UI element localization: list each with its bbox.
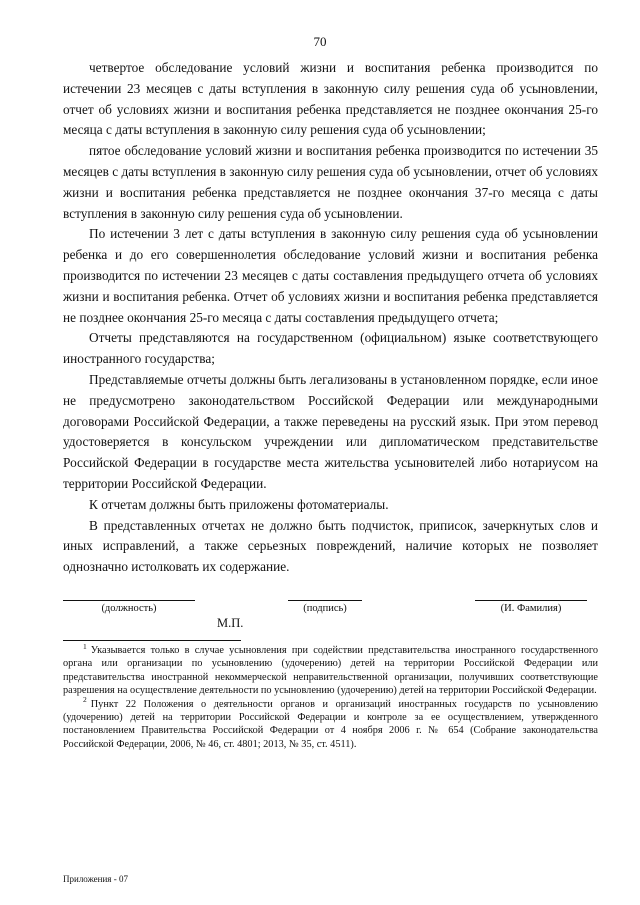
page-number: 70 <box>313 34 327 49</box>
paragraph-fourth-inspection: четвертое обследование условий жизни и воспитания ребенка производится по истечении 23 месяцев с даты вступления в законную силу решения суда об усыновлении, отчет об условиях жизни и воспитания ребенка представляется не позднее окончания 25-го месяца с даты вступления в законную силу решения суда об усыновлении; <box>63 60 598 138</box>
paragraph-legalization: Представляемые отчеты должны быть легализованы в установленном порядке, если иное не предусмотрено законодательством Российской Федерации или международными договорами Российской Федерации, а также переведены на русский язык. При этом перевод удостоверяется в консульском учреждении или дипломатическом представительстве Российской Федерации в государстве места жительства усыновителей либо нотариусом на территории Российской Федерации. <box>63 371 598 491</box>
footnote-separator <box>63 640 241 641</box>
position-caption: (должность) <box>101 603 157 614</box>
signature-caption: (подпись) <box>303 603 347 614</box>
paragraph-fifth-inspection: пятое обследование условий жизни и воспитания ребенка производится по истечении 35 месяцев с даты вступления в законную силу решения суда об усыновлении, отчет об условиях жизни и воспитания ребенка представляется не позднее окончания 37-го месяца с даты вступления в законную силу решения суда об усыновлении. <box>63 143 598 221</box>
stamp-label: М.П. <box>217 616 244 630</box>
paragraph-report-language: Отчеты представляются на государственном (официальном) языке соответствующего иностранного государства; <box>63 330 598 367</box>
signature-block <box>0 590 640 635</box>
footnote-text: Указывается только в случае усыновления при содействии представительства иностранного государственного органа или организации по усыновлению (удочерению) детей на территории Российской Федерации или представительства иностранной некоммерческой неправительственной организации, получивших соответствующие разрешения на осуществление деятельности по усыновлению (удочерению) детей на территории Российской Федерации. <box>63 645 598 697</box>
footnotes <box>63 641 598 751</box>
name-line <box>475 600 587 601</box>
page-footer: Приложения - 07 <box>63 874 128 884</box>
footnote-2 <box>63 695 598 752</box>
footnote-text: Пункт 22 Положения о деятельности органов и организаций иностранных государств по усыновлению (удочерению) детей на территории Российской Федерации и контроле за ее осуществлением, утвержденного постановлением Правительства Российской Федерации от 4 ноября 2006 г. № 654 (Собрание законодательства Российской Федерации, 2006, № 46, ст. 4801; 2013, № 35, ст. 4511). <box>63 698 598 750</box>
signature-line <box>288 600 362 601</box>
paragraph-no-corrections: В представленных отчетах не должно быть подчисток, приписок, зачеркнутых слов и иных исправлений, а также серьезных повреждений, наличие которых не позволяет однозначно истолковать их содержание. <box>63 517 598 575</box>
footnote-marker: 2 <box>83 695 87 705</box>
position-line <box>63 600 195 601</box>
document-body <box>63 58 598 578</box>
paragraph-after-three-years: По истечении 3 лет с даты вступления в законную силу решения суда об усыновлении ребенка и до его совершеннолетия обследование условий жизни и воспитания ребенка производится по истечении 23 месяцев с даты составления предыдущего отчета об условиях жизни и воспитания ребенка. Отчет об условиях жизни и воспитания ребенка представляется не позднее окончания 25-го месяца с даты составления предыдущего отчета; <box>63 226 598 325</box>
name-caption: (И. Фамилия) <box>500 603 562 614</box>
paragraph-photos: К отчетам должны быть приложены фотоматериалы. <box>89 496 389 512</box>
footnote-marker: 1 <box>83 641 87 651</box>
footnote-1 <box>63 641 598 698</box>
